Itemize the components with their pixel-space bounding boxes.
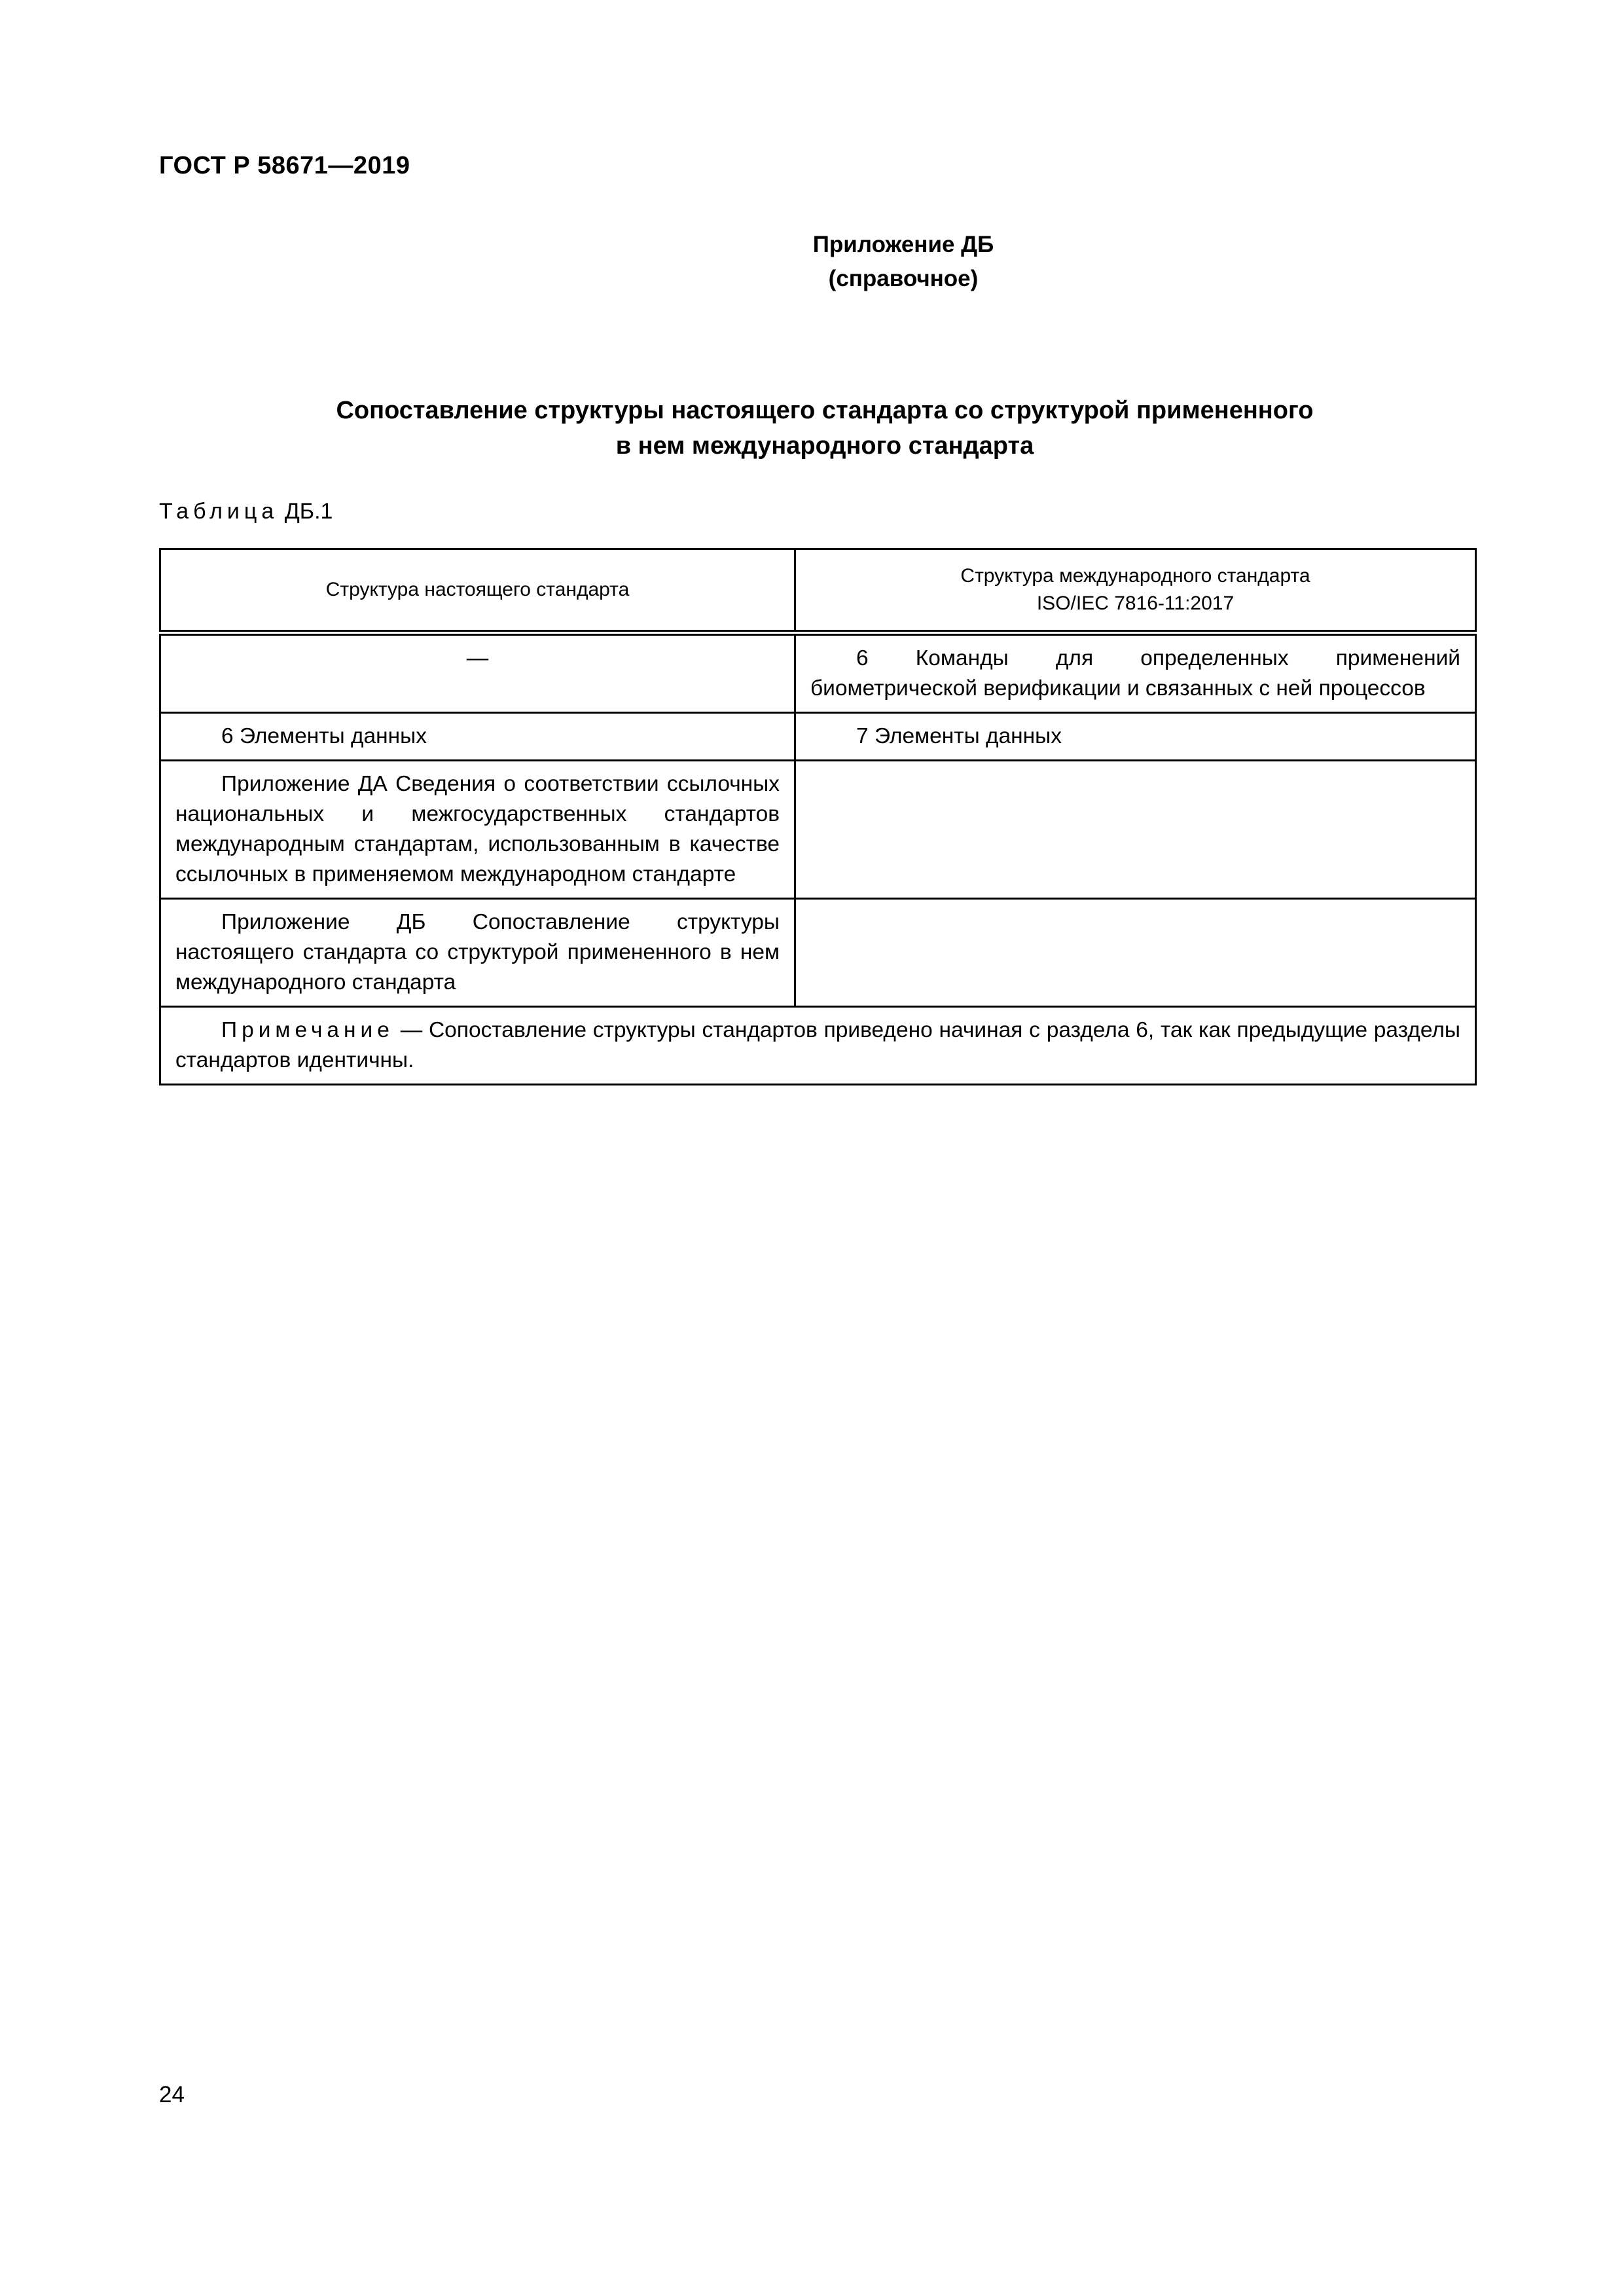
table-row: [160, 713, 1476, 761]
annex-status: (справочное): [828, 266, 979, 291]
document-code: ГОСТ Р 58671—2019: [159, 152, 410, 179]
table-note: [160, 1007, 1476, 1085]
annex-title-line-1: Сопоставление структуры настоящего стандарта со структурой примененного: [336, 397, 1314, 424]
table-cell-left: Приложение ДБ Сопоставление структуры настоящего стандарта со структурой примененного в нем международного стандарта: [160, 899, 795, 1007]
table-cell-left: 6 Элементы данных: [160, 713, 795, 761]
annex-title-line-2: в нем международного стандарта: [615, 432, 1034, 460]
table-cell-left: Приложение ДА Сведения о соответствии ссылочных национальных и межгосударственных стандартов международным стандартам, использованным в качестве ссылочных в применяемом международном стандарте: [160, 761, 795, 899]
table-cell-right: [795, 761, 1476, 899]
table-caption-number: ДБ.1: [284, 499, 333, 524]
column-header-national-line-1: Структура настоящего стандарта: [325, 579, 630, 600]
column-header-international: [795, 549, 1476, 633]
table-caption: [159, 499, 333, 524]
table-row: [160, 633, 1476, 713]
annex-title: [196, 393, 1453, 464]
column-header-international-line-1: Структура международного стандарта: [960, 565, 1310, 587]
column-header-national: [160, 549, 795, 633]
table-note-row: [160, 1007, 1476, 1085]
table-caption-word: Таблица: [159, 499, 279, 524]
table-cell-right: 7 Элементы данных: [795, 713, 1476, 761]
column-header-international-line-2: ISO/IEC 7816-11:2017: [1036, 592, 1235, 614]
table-cell-right: 6 Команды для определенных применений биометрической верификации и связанных с ней процессов: [795, 633, 1476, 713]
page-number: 24: [159, 2082, 185, 2107]
table-row: [160, 761, 1476, 899]
table-header-row: [160, 549, 1476, 633]
structure-comparison-table: [159, 548, 1477, 1085]
annex-heading-block: [720, 228, 1087, 296]
note-label: Примечание: [221, 1018, 394, 1042]
table-cell-left: —: [160, 633, 795, 713]
table-row: [160, 899, 1476, 1007]
note-text: — Сопоставление структуры стандартов приведено начиная с раздела 6, так как предыдущие разделы стандартов идентичны.: [175, 1018, 1460, 1072]
table-cell-right: [795, 899, 1476, 1007]
annex-heading: Приложение ДБ: [812, 232, 994, 257]
